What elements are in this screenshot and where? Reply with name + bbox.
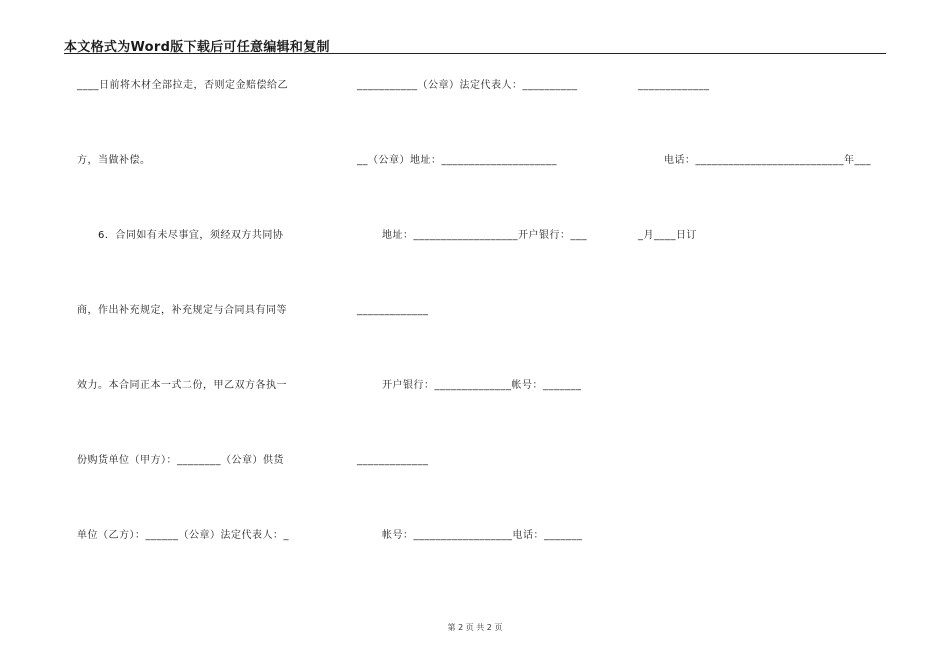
left-line-3: 6．合同如有未尽事宜，须经双方共同协 [98,230,284,241]
left-line-4: 商，作出补充规定，补充规定与合同具有同等 [77,305,287,316]
middle-line-4: _____________ [357,305,429,316]
middle-line-6: _____________ [357,455,429,466]
left-line-5: 效力。本合同正本一式二份，甲乙双方各执一 [77,380,287,391]
right-line-3: _月____日订 [638,230,697,241]
page-footer: 第 2 页 共 2 页 [447,623,503,632]
page-header [64,36,886,54]
left-line-2: 方，当做补偿。 [77,155,151,166]
middle-line-1: ___________（公章）法定代表人：__________ [357,80,578,91]
middle-line-5: 开户银行：______________帐号：_______ [382,380,582,391]
header-title: 本文格式为Word版下载后可任意编辑和复制 [64,40,330,55]
left-line-7: 单位（乙方）：______（公章）法定代表人：_ [77,530,289,541]
middle-line-7: 帐号：__________________电话：_______ [382,530,583,541]
middle-line-3: 地址：___________________开户银行：___ [382,230,587,241]
right-line-1: _____________ [638,80,710,91]
left-line-6: 份购货单位（甲方）：________（公章）供货 [77,455,284,466]
right-line-2: 电话：___________________________年___ [664,155,871,166]
middle-line-2: __（公章）地址：_____________________ [357,155,557,166]
left-line-1: ____日前将木材全部拉走，否则定金赔偿给乙 [77,80,288,91]
